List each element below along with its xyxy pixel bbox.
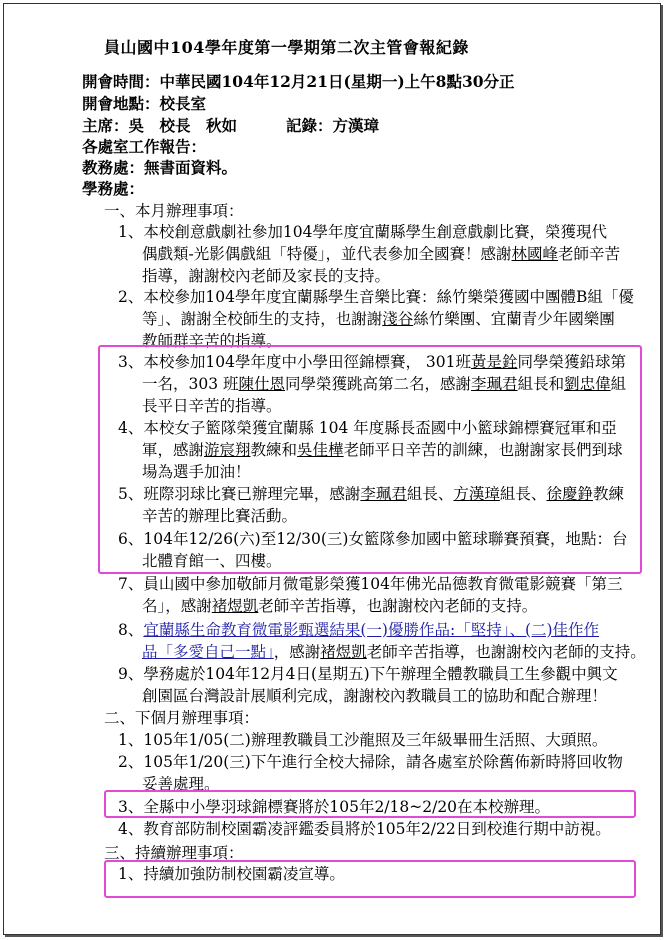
text-segment: 組長、 [406,485,454,503]
section2-heading: 二、下個月辦理事項： [104,709,260,727]
linked-title[interactable]: 品「多愛自己一點」 [142,643,274,661]
person-name: 黃是銓 [470,353,518,371]
text-segment: 同學榮獲鉛球第 [517,353,626,371]
person-name: 李珮君 [360,485,407,503]
person-name: 褚煜凱 [211,597,259,615]
academic-affairs: 教務處：無書面資料。 [82,158,238,177]
text-segment: 場為選手加油！ [142,463,251,481]
person-name: 林國峰 [511,245,559,263]
chair: 主席：吳 校長 秋如 [82,116,238,135]
section1-item-9-line [118,664,618,684]
text-segment: 6、104年12/26(六)至12/30(三)女籃隊參加國中籃球聯賽預賽，地點：台 [118,530,628,548]
text-segment: 4、本校女子籃隊榮獲宜蘭縣 104 年度縣長盃國中小籃球錦標賽冠軍和亞 [118,419,617,437]
student-affairs: 學務處： [82,179,145,198]
section1-item-8-line [142,642,646,662]
person-name: 李珮君 [471,375,518,393]
text-segment: 組 [610,375,627,393]
text-segment: 教師群辛苦的指導。 [142,332,282,350]
highlight-box-items-3-6 [98,345,642,574]
text-segment: 1、持續加強防制校園霸凌宣導。 [118,865,345,883]
text-segment: ，感謝 [273,643,321,661]
text-segment: 老師辛苦指導，也謝謝校內老師的支持。 [366,643,646,661]
person-name: 劉忠偉 [564,375,611,393]
section1-item-7-line [118,574,622,594]
text-segment: 偶戲類-光影偶戲組「特優」，並代表參加全國賽！感謝 [142,245,512,263]
text-segment: 9、學務處於104年12月4日(星期五)下午辦理全體教職員工生參觀中興文 [118,665,618,683]
reports-heading: 各處室工作報告： [82,137,207,156]
section1-heading: 一、本月辦理事項： [104,202,244,220]
text-segment: 軍，感謝 [142,441,205,459]
person-name: 吳佳樺 [297,441,344,459]
meeting-time: 開會時間：中華民國104年12月21日(星期一)上午8點30分正 [82,72,515,91]
meeting-place: 開會地點：校長室 [82,94,207,113]
section1-item-1-line [142,244,620,264]
text-segment: 7、員山國中參加敬師月微電影榮獲104年佛光品德教育微電影競賽「第三 [118,575,623,593]
text-segment: 老師辛苦指導，也謝謝校內老師的支持。 [258,597,538,615]
text-segment: 3、全縣中小學羽球錦標賽將於105年2/18~2/20在本校辦理。 [118,798,551,816]
section2-item-1-line [118,730,607,750]
text-segment: 老師辛苦 [558,245,621,263]
text-segment: 長平日辛苦的指導。 [142,397,282,415]
person-name: 淺谷 [382,310,414,328]
document-title: 員山國中104學年度第一學期第二次主管會報紀錄 [104,38,469,57]
section1-item-8-line [118,620,599,640]
text-segment: 5、班際羽球比賽已辦理完畢，感謝 [118,485,361,503]
text-segment: 妥善處理。 [142,775,220,793]
text-segment: 北體育館一、四樓。 [142,552,282,570]
section1-item-2-line [118,287,634,307]
text-segment: 教練和 [250,441,298,459]
section1-item-1-line [118,222,607,242]
text-segment: 絲竹樂團、宜蘭青少年國樂團 [413,310,615,328]
person-name: 陳仕恩 [238,375,286,393]
text-segment: 3、本校參加104學年度中小學田徑錦標賽， 301班 [118,353,471,371]
linked-title[interactable]: 宜蘭縣生命教育微電影甄選結果(一)優勝作品:「堅持」、(二)佳作作 [143,621,600,639]
text-segment: 1、本校創意戲劇社參加104學年度宜蘭縣學生創意戲劇比賽，榮獲現代 [118,223,607,241]
section1-item-9-line [142,686,607,706]
text-segment: 教練 [592,485,624,503]
section2-item-2-line [118,752,623,772]
text-segment: 老師平日辛苦的訓練，也謝謝家長們到球 [343,441,623,459]
section2-item-4-line [118,819,611,839]
text-segment: 辛苦的辦理比賽活動。 [142,507,298,525]
recorder: 記錄：方漢璋 [286,116,380,135]
text-segment: 創園區台灣設計展順利完成，謝謝校內教職員工的協助和配合辦理！ [142,687,608,705]
section1-item-7-line [142,596,537,616]
text-segment: 2、105年1/20(三)下午進行全校大掃除，請各處室於除舊佈新時將回收物 [118,753,623,771]
person-name: 游宸翔 [204,441,251,459]
section1-item-1-line [142,266,390,286]
highlight-box-bullying [104,860,636,898]
text-segment: 組長和 [517,375,565,393]
person-name: 褚煜凱 [320,643,367,661]
section1-item-2-line [142,309,615,329]
text-segment: 等」、謝謝全校師生的支持，也謝謝 [142,310,383,328]
text-segment: 1、105年1/05(二)辦理教職員工沙龍照及三年級畢冊生活照、大頭照。 [118,731,608,749]
text-segment: 同學榮獲跳高第二名，感謝 [285,375,472,393]
text-segment: 名」，感謝 [142,597,212,615]
highlight-box-badminton [104,790,636,818]
text-segment: 8、 [118,621,144,639]
text-segment: 4、教育部防制校園霸凌評鑑委員將於105年2/22日到校進行期中訪視。 [118,820,611,838]
text-segment: 指導，謝謝校內老師及家長的支持。 [142,267,391,285]
text-segment: 組長、 [499,485,547,503]
text-segment: 2、本校參加104學年度宜蘭縣學生音樂比賽：絲竹樂榮獲國中團體B組「優 [118,288,634,306]
person-name: 方漢璋 [453,485,500,503]
person-name: 徐慶錚 [546,485,593,503]
text-segment: 一名，303 班 [142,375,239,393]
section3-heading: 三、持續辦理事項： [104,844,244,862]
